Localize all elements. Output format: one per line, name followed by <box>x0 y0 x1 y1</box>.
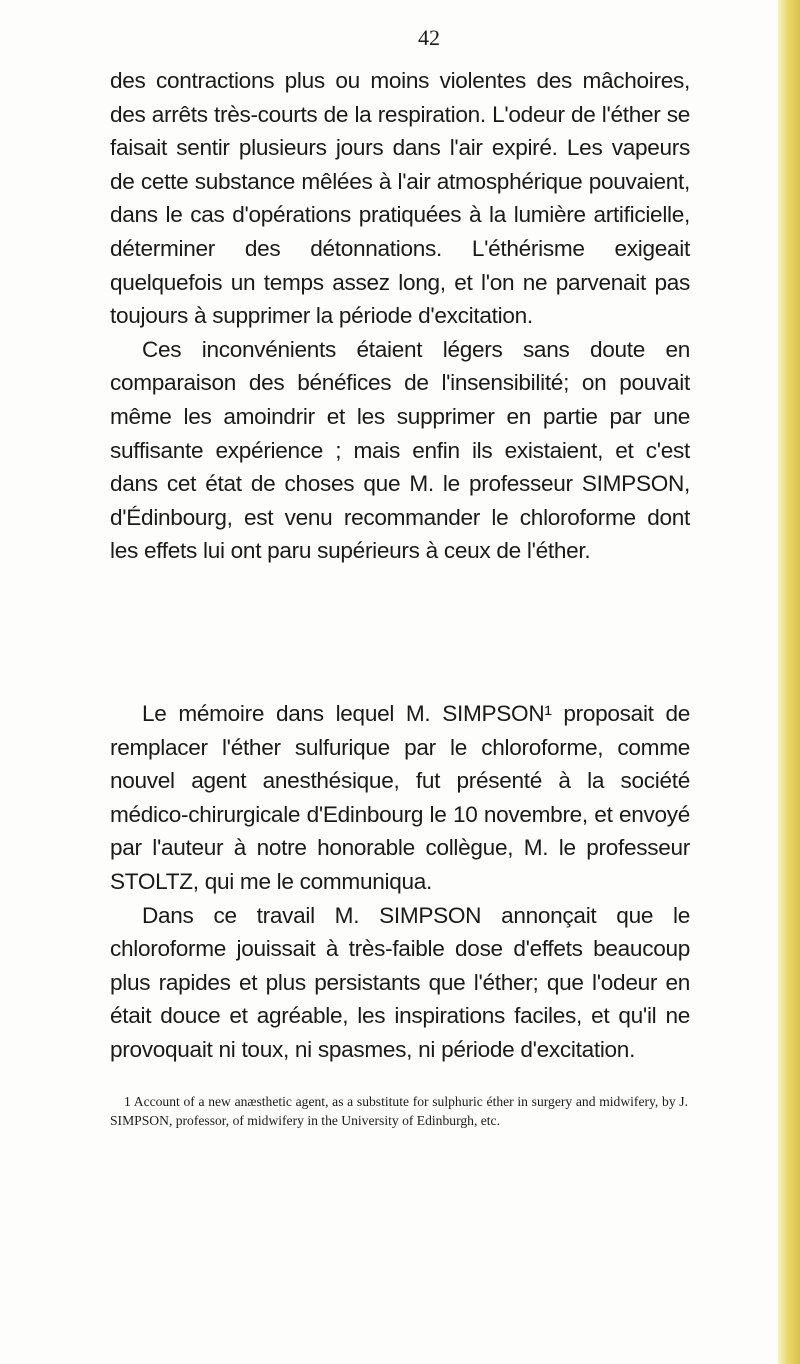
author-simpson: SIMPSON <box>379 902 482 928</box>
author-simpson: SIMPSON <box>442 701 545 726</box>
paragraph-1: des contractions plus ou moins violentes des mâchoires, des arrêts très-courts de la respiration. L'odeur de l'éther se faisait sentir plusieurs jours dans l'air expiré. Les vapeurs de cette substance mêlées à l'air atmosphérique pouvaient, dans le cas d'opérations pratiquées à la lumière artificielle, déterminer des détonnations. L'éthérisme exigeait quelquefois un temps assez long, et l'on ne parvenait pas toujours à supprimer la période d'excitation. <box>110 68 690 329</box>
footnote-part-2: , professor, of midwifery in the University of Edinburgh, etc. <box>168 1113 500 1128</box>
paragraph-3 <box>110 697 690 899</box>
text-block-top <box>110 64 690 568</box>
footnote-author: SIMPSON <box>110 1113 169 1128</box>
page-number: 42 <box>418 25 440 50</box>
paragraph-3-part-3: , qui me le communiqua. <box>192 868 432 894</box>
footnote-marker: 1 <box>124 1094 131 1109</box>
page-edge <box>778 0 800 1364</box>
paragraph-3-part-1: Le mémoire dans lequel M. <box>142 701 431 726</box>
footnote-text <box>110 1092 688 1130</box>
text-block-bottom <box>110 697 690 1067</box>
paragraph-2-part-2: , d'Édinbourg, est venu recommander le chloroforme dont les effets lui ont paru supérieurs à ceux de l'éther. <box>110 471 690 564</box>
footnote-part-1: Account of a new anæsthetic agent, as a substitute for sulphuric éther in surgery and midwifery, by J. <box>133 1094 688 1109</box>
paragraph-3-part-2: ¹ proposait de remplacer l'éther sulfurique par le chloroforme, comme nouvel agent anesthésique, fut présenté à la société médico-chirurgicale d'Edinbourg le 10 novembre, et envoyé par l'auteur à notre honorable collègue, M. le professeur <box>110 701 690 861</box>
author-simpson: SIMPSON <box>581 471 685 497</box>
paragraph-4-part-2: annonçait que le chloroforme jouissait à très-faible dose d'effets beaucoup plus rapides et plus persistants que l'éther; que l'odeur en était douce et agréable, les inspirations faciles, et qu'il ne provoquait ni toux, ni spasmes, ni période d'excitation. <box>110 902 690 1062</box>
paragraph-4 <box>110 899 690 1067</box>
paragraph-2-part-1: Ces inconvénients étaient légers sans doute en comparaison des bénéfices de l'insensibilité; on pouvait même les amoindrir et les supprimer en partie par une suffisante expérience ; mais enfin ils existaient, et c'est dans cet état de choses que M. le professeur <box>110 336 690 497</box>
author-stoltz: STOLTZ <box>110 868 193 894</box>
paragraph-2 <box>110 333 690 568</box>
paragraph-4-part-1: Dans ce travail M. <box>142 902 360 928</box>
footnote <box>110 1092 688 1130</box>
